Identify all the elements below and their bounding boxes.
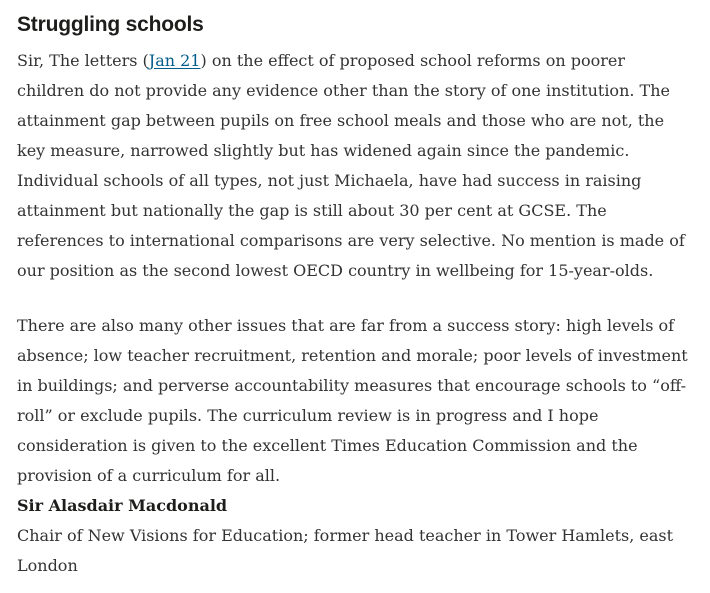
signatory-name: Sir Alasdair Macdonald xyxy=(17,496,228,515)
letter-article xyxy=(17,8,689,581)
letter-headline: Struggling schools xyxy=(17,13,204,36)
signatory-role: Chair of New Visions for Education; former head teacher in Tower Hamlets, east London xyxy=(17,526,674,575)
paragraph-1-intro: Sir, The letters ( xyxy=(17,51,149,70)
letter-paragraph-2: There are also many other issues that are far from a success story: high levels of absence; low teacher recruitment, retention and morale; poor levels of investment in buildings; and perverse accountability measures that encourage schools to “off-roll” or exclude pupils. The curriculum review is in progress and I hope consideration is given to the excellent Times Education Commission and the provision of a curriculum for all. xyxy=(17,316,688,485)
paragraph-1-body: ) on the effect of proposed school reforms on poorer children do not provide any evidence other than the story of one institution. The attainment gap between pupils on free school meals and those who are not, the key measure, narrowed slightly but has widened again since the pandemic. Individual schools of all types, not just Michaela, have had success in raising attainment but nationally the gap is still about 30 per cent at GCSE. The references to international comparisons are very selective. No mention is made of our position as the second lowest OECD country in wellbeing for 15-year-olds. xyxy=(17,51,685,280)
letter-paragraph-1 xyxy=(17,46,689,286)
date-reference-link[interactable]: Jan 21 xyxy=(148,51,201,70)
